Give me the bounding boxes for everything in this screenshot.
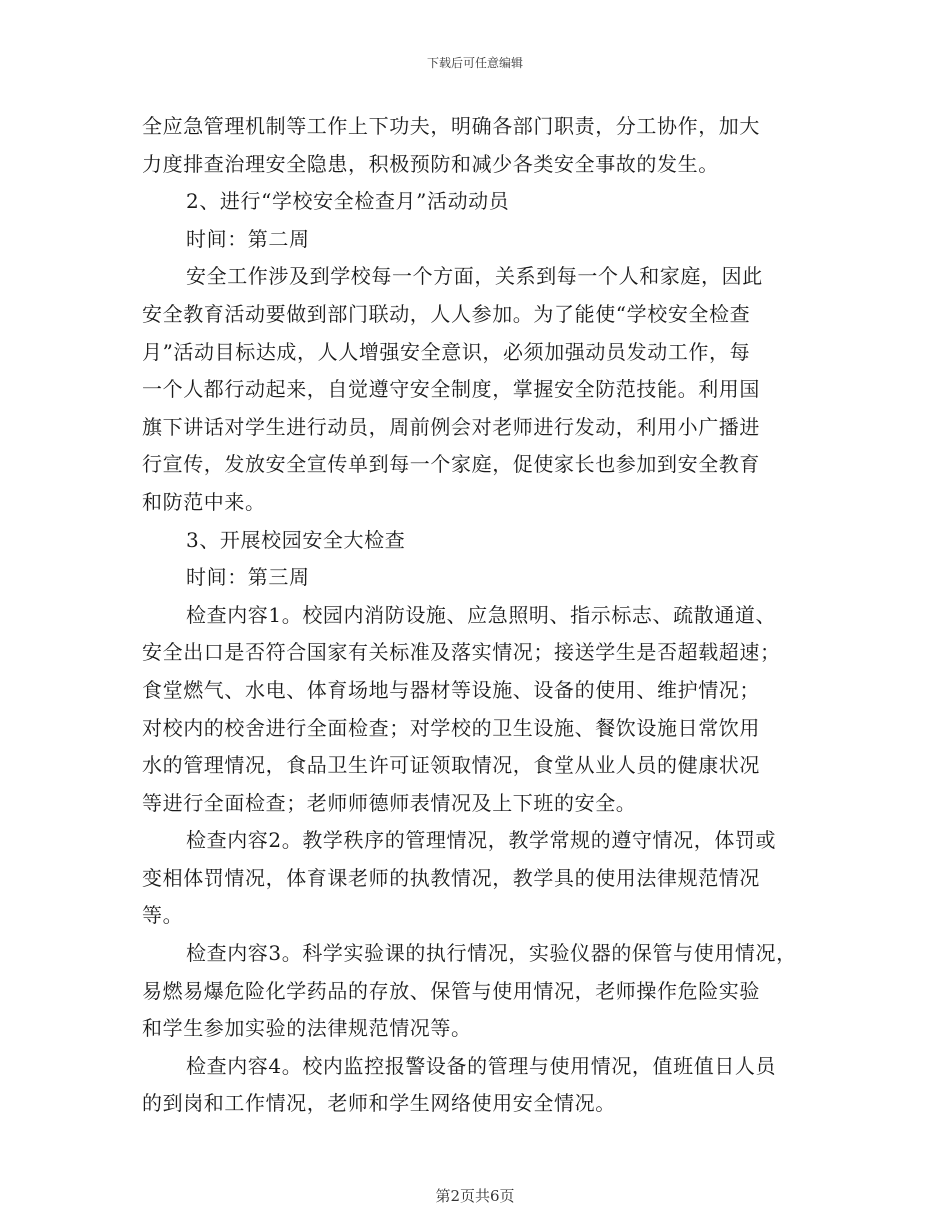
text-line: 食堂燃气、水电、体育场地与器材等设施、设备的使用、维护情况； — [142, 677, 760, 702]
text-line: 检查内容4。校内监控报警设备的管理与使用情况，值班值日人员 — [186, 1053, 777, 1078]
text-line: 力度排查治理安全隐患，积极预防和减少各类安全事故的发生。 — [142, 151, 719, 176]
text-line: 易燃易爆危险化学药品的存放、保管与使用情况，老师操作危险实验 — [142, 978, 760, 1003]
text-line: 对校内的校舍进行全面检查；对学校的卫生设施、餐饮设施日常饮用 — [142, 715, 760, 740]
section-heading: 2、进行“学校安全检查月”活动动员 — [186, 189, 510, 214]
text-line: 和学生参加实验的法律规范情况等。 — [142, 1016, 472, 1041]
text-line: 变相体罚情况，体育课老师的执教情况，教学具的使用法律规范情况 — [142, 865, 760, 890]
text-line: 一个人都行动起来，自觉遵守安全制度，掌握安全防范技能。利用国 — [142, 377, 760, 402]
text-line: 安全出口是否符合国家有关标准及落实情况；接送学生是否超载超速； — [142, 640, 781, 665]
text-line: 安全教育活动要做到部门联动，人人参加。为了能使“学校安全检查 — [142, 301, 751, 326]
text-line: 安全工作涉及到学校每一个方面，关系到每一个人和家庭，因此 — [186, 264, 763, 289]
time-line: 时间：第三周 — [186, 565, 310, 590]
text-line: 月”活动目标达成，人人增强安全意识，必须加强动员发动工作，每 — [142, 339, 751, 364]
document-body — [142, 108, 822, 1123]
text-line: 检查内容2。教学秩序的管理情况，教学常规的遵守情况，体罚或 — [186, 828, 777, 853]
text-line: 的到岗和工作情况，老师和学生网络使用安全情况。 — [142, 1091, 616, 1116]
page-footer: 第2页共6页 — [435, 1187, 515, 1205]
text-line: 全应急管理机制等工作上下功夫，明确各部门职责，分工协作，加大 — [142, 114, 760, 138]
text-line: 等。 — [142, 903, 184, 928]
text-line: 和防范中来。 — [142, 489, 266, 514]
text-line: 等进行全面检查；老师师德师表情况及上下班的安全。 — [142, 790, 637, 815]
text-line: 水的管理情况，食品卫生许可证领取情况，食堂从业人员的健康状况 — [142, 753, 760, 778]
text-line: 行宣传，发放安全宣传单到每一个家庭，促使家长也参加到安全教育 — [142, 452, 760, 477]
section-heading: 3、开展校园安全大检查 — [186, 527, 406, 552]
text-line: 旗下讲话对学生进行动员，周前例会对老师进行发动，利用小广播进 — [142, 414, 760, 439]
page-header: 下载后可任意编辑 — [426, 56, 523, 70]
text-line: 检查内容3。科学实验课的执行情况，实验仪器的保管与使用情况， — [186, 941, 797, 966]
text-line: 检查内容1。校园内消防设施、应急照明、指示标志、疏散通道、 — [186, 602, 777, 627]
time-line: 时间：第二周 — [186, 226, 310, 251]
